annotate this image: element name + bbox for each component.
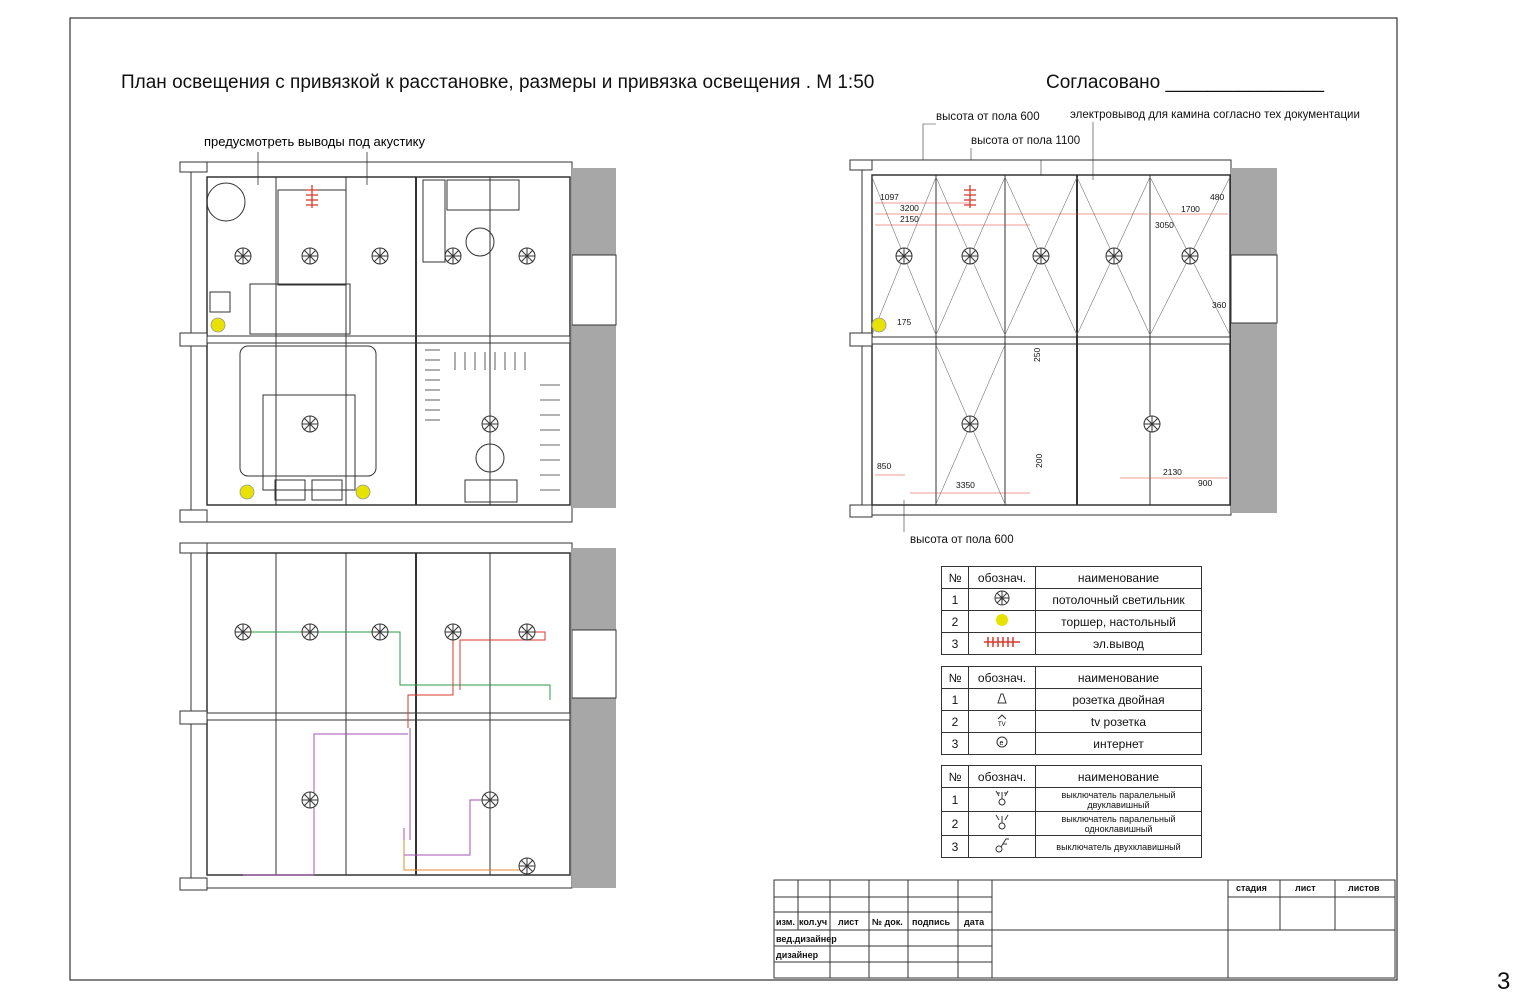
ceiling-light-icon — [1033, 248, 1049, 264]
svg-text:e: e — [999, 740, 1004, 747]
title-block — [774, 880, 1395, 978]
stamp-role: вед.дизайнер — [776, 934, 837, 944]
ceiling-light-icon — [1144, 416, 1160, 432]
stamp-col: изм. — [776, 917, 795, 927]
legend-row: 3 эл.вывод — [942, 633, 1202, 655]
stamp-role: дизайнер — [776, 950, 819, 960]
svg-text:250: 250 — [1032, 347, 1042, 362]
ceiling-light-icon — [482, 416, 498, 432]
ceiling-light-icon — [1106, 248, 1122, 264]
neighbor-wall — [1231, 168, 1277, 513]
stamp-right: листов — [1348, 883, 1380, 893]
legend-lighting: № обознач. наименование 1 потолочный светильник 2 торшер, настольный 3 эл.вывод — [941, 566, 1202, 655]
svg-text:3200: 3200 — [900, 203, 919, 213]
floor-lamp-icon — [356, 485, 370, 499]
ceiling-light-icon — [896, 248, 912, 264]
svg-text:3350: 3350 — [956, 480, 975, 490]
ceiling-light-icon — [445, 624, 461, 640]
legend-row: 2 выключатель паралельный одноклавишный — [942, 812, 1202, 836]
ceiling-light-icon — [482, 792, 498, 808]
two-key-pass-switch-icon — [992, 788, 1012, 808]
agreed-label: Согласовано _______________ — [1046, 72, 1325, 93]
stamp-col: подпись — [912, 917, 951, 927]
stamp-col: кол.уч — [799, 917, 828, 927]
svg-text:360: 360 — [1212, 300, 1227, 310]
legend-sockets: № обознач. наименование 1 розетка двойная 2 TV tv розетка 3 e интернет — [941, 666, 1202, 755]
legend-row: 2 торшер, настольный — [942, 611, 1202, 633]
ceiling-light-icon — [519, 858, 535, 874]
power-outlet-icon — [980, 635, 1024, 649]
floor-lamp-icon — [872, 318, 886, 332]
legend-row: 1 розетка двойная — [942, 689, 1202, 711]
svg-text:175: 175 — [897, 317, 912, 327]
svg-text:900: 900 — [1198, 478, 1213, 488]
two-key-switch-icon — [992, 836, 1012, 854]
one-key-pass-switch-icon — [992, 812, 1012, 832]
ceiling-light-icon — [962, 416, 978, 432]
ceiling-light-icon — [372, 624, 388, 640]
svg-text:2150: 2150 — [900, 214, 919, 224]
ceiling-light-icon — [302, 792, 318, 808]
floor-lamp-icon — [992, 612, 1012, 628]
ceiling-light-icon — [302, 248, 318, 264]
tv-socket-icon — [992, 712, 1012, 728]
ceiling-light-icon — [302, 624, 318, 640]
ceiling-light-icon — [1182, 248, 1198, 264]
ceiling-light-icon — [235, 624, 251, 640]
svg-text:200: 200 — [1034, 453, 1044, 468]
legend-row: 2 TV tv розетка — [942, 711, 1202, 733]
note-height-600-bottom: высота от пола 600 — [910, 534, 1014, 546]
stamp-right: лист — [1295, 883, 1316, 893]
ceiling-light-icon — [519, 624, 535, 640]
stamp-col: лист — [838, 917, 859, 927]
neighbor-wall — [572, 168, 616, 508]
note-height-600-top: высота от пола 600 — [936, 111, 1040, 123]
stamp-col: № док. — [872, 917, 903, 927]
internet-socket-icon — [992, 734, 1012, 750]
ceiling-light-icon — [519, 248, 535, 264]
svg-text:2130: 2130 — [1163, 467, 1182, 477]
svg-text:3050: 3050 — [1155, 220, 1174, 230]
ceiling-light-icon — [302, 416, 318, 432]
plan-bottom-left — [180, 543, 616, 890]
drawing-title: План освещения с привязкой к расстановке, размеры и привязка освещения . М 1:50 — [121, 72, 875, 93]
ceiling-light-icon — [962, 248, 978, 264]
ceiling-light-icon — [445, 248, 461, 264]
floor-lamp-icon — [240, 485, 254, 499]
svg-text:1097: 1097 — [880, 192, 899, 202]
legend-row: 3 выключатель двухклавишный — [942, 836, 1202, 858]
ceiling-light-icon — [992, 590, 1012, 606]
floor-lamp-icon — [211, 318, 225, 332]
legend-switches: № обознач. наименование 1 выключатель паралельный двуклавишный 2 выключатель паралельный одноклавишный 3 выключатель двухклавишный — [941, 765, 1202, 858]
svg-text:480: 480 — [1210, 192, 1225, 202]
note-height-1100: высота от пола 1100 — [971, 135, 1081, 147]
note-fireplace: электровывод для камина согласно тех документации — [1070, 109, 1360, 121]
stamp-col: дата — [964, 917, 985, 927]
legend-row: 1 потолочный светильник — [942, 589, 1202, 611]
svg-text:1700: 1700 — [1181, 204, 1200, 214]
neighbor-wall — [572, 548, 616, 888]
plan1-note: предусмотреть выводы под акустику — [204, 134, 425, 149]
sheet-number: 3 — [1497, 968, 1511, 995]
svg-text:TV: TV — [998, 722, 1006, 728]
plan-top-left — [180, 162, 616, 522]
ceiling-light-icon — [235, 248, 251, 264]
ceiling-light-icon — [372, 248, 388, 264]
svg-text:850: 850 — [877, 461, 892, 471]
stamp-right: стадия — [1236, 883, 1267, 893]
legend-row: 1 выключатель паралельный двуклавишный — [942, 788, 1202, 812]
double-socket-icon — [992, 690, 1012, 706]
legend-row: 3 e интернет — [942, 733, 1202, 755]
